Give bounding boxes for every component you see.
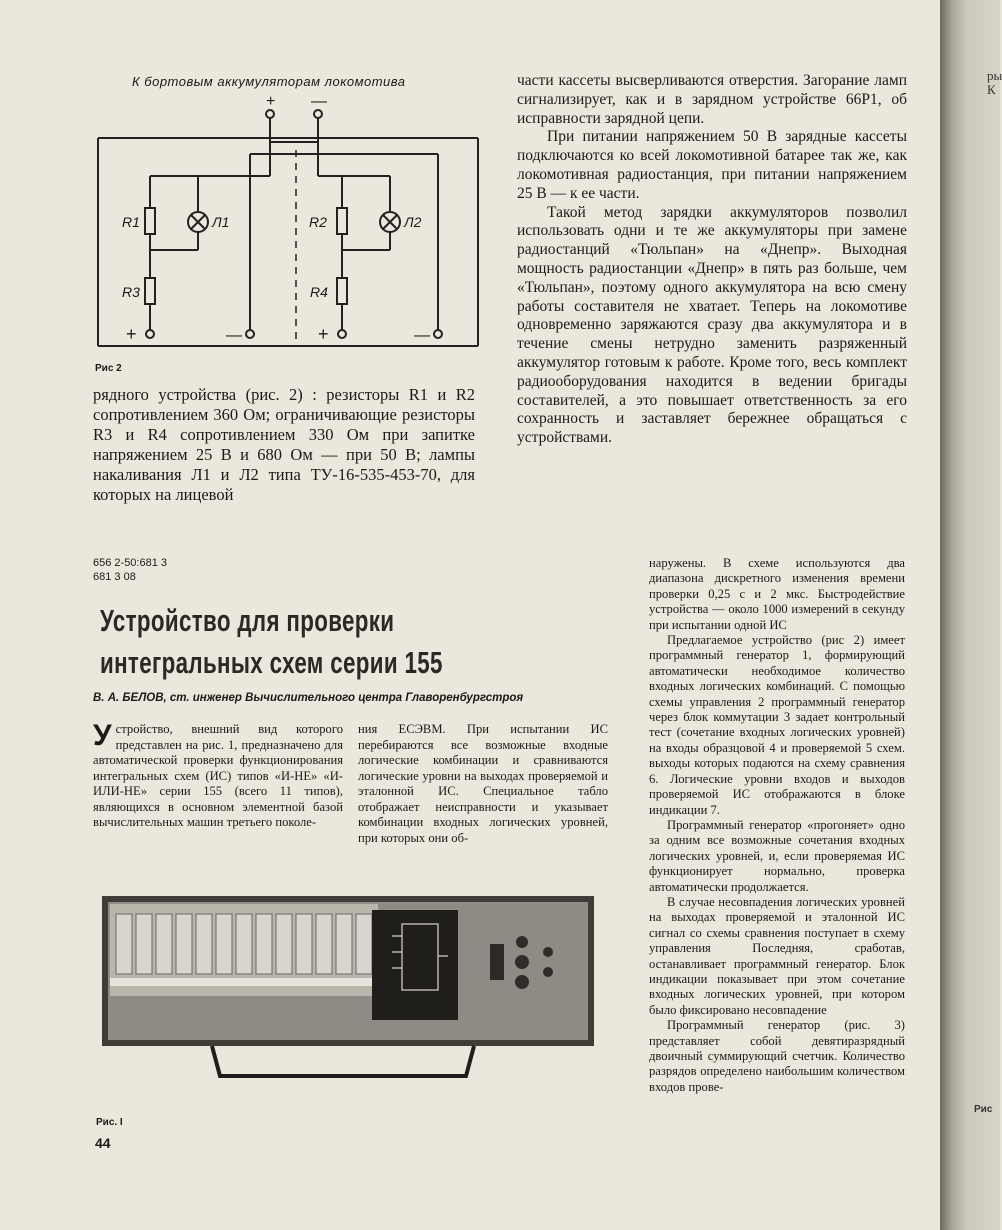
supply-minus-label: — bbox=[311, 93, 327, 110]
article-column-3-paragraph-4: В случае несовпадения логических уровней на выходах проверяемой и эталонной ИС сигнал со схемы сравнения поступает в схему управления Последняя, сработав, останавливает программный генератор. Блок индикации показывает при этом сочетание входных логических уровней, при котором было фиксировано несовпадение bbox=[649, 894, 905, 1017]
figure-1-caption: Рис. I bbox=[96, 1117, 123, 1128]
top-left-column bbox=[93, 385, 475, 505]
drop-cap: У bbox=[93, 719, 112, 752]
adjacent-caption: Рис bbox=[974, 1104, 993, 1115]
terminal-4-label: — bbox=[414, 327, 430, 344]
article-column-3-paragraph-1: наружены. В схеме используются два диапазона дискретного изменения времени проверки 0,25 с и 2 мкс. Быстродействие устройства — около 1000 измерений в секунду при испытании одной ИС bbox=[649, 556, 905, 632]
article-title bbox=[100, 600, 443, 684]
article-column-3-paragraph-2: Предлагаемое устройство (рис 2) имеет программный генератор 1, формирующий автоматически необходимое количество входных логических комбинаций. С помощью схемы управления 2 программный генератор через блок коммутации 3 задает контрольный тест (сочетание входных логических уровней) на входы образцовой 4 и проверяемой 5 схем. выходы которых подаются на схему сравнения 6. Логические уровни входов и выходов проверяемой ИС отображаются в блоке индикации 7. bbox=[649, 633, 905, 817]
terminal-3-label: + bbox=[318, 324, 329, 344]
l1-label: Л1 bbox=[212, 214, 230, 230]
adjacent-text-2: К bbox=[987, 82, 996, 97]
top-right-paragraph-2: При питании напряжением 50 В зарядные кассеты подключаются ко всей локомотивной батарее так же, как локомотивная радиостанция, при питании напряжением 25 В — к ее части. bbox=[517, 128, 907, 202]
r1-label: R1 bbox=[122, 214, 140, 230]
supply-plus-label: + bbox=[266, 93, 276, 110]
l2-label: Л2 bbox=[404, 214, 422, 230]
article-column-3-paragraph-3: Программный генератор «прогоняет» одно за одним все возможные сочетания входных логических уровней, и, если проверяемая ИС функционирует нормально, проверка автоматически продолжается. bbox=[649, 817, 905, 894]
terminal-1-label: + bbox=[126, 324, 137, 344]
article-column-1-text: стройство, внешний вид которого представлен на рис. 1, предназначено для автоматической проверки функционирования интегральных схем (ИС) типов «И-НЕ» «И-ИЛИ-НЕ» серии 155 (всего 11 типов), являющихся в основном элементной базой вычислительных машин третьего поколе- bbox=[93, 722, 343, 829]
article-column-3 bbox=[649, 556, 905, 1095]
udc-line-1: 656 2-50:681 3 bbox=[93, 557, 168, 569]
article-title-line-1: Устройство для проверки bbox=[100, 603, 395, 638]
device-photo bbox=[102, 896, 594, 1088]
article-title-line-2: интегральных схем серии 155 bbox=[100, 645, 443, 680]
article-column-3-paragraph-5: Программный генератор (рис. 3) представляет собой девятиразрядный двоичный суммирующий счетчик. Количество разрядов определено наибольшим количеством входов прове- bbox=[649, 1018, 905, 1094]
circuit-diagram bbox=[90, 90, 490, 355]
udc-line-2: 681 3 08 bbox=[93, 571, 136, 583]
article-column-2 bbox=[358, 722, 608, 846]
r2-label: R2 bbox=[309, 214, 327, 230]
top-left-paragraph: рядного устройства (рис. 2) : резисторы R1 и R2 сопротивлением 360 Ом; ограничивающие резисторы R3 и R4 сопротивлением 330 Ом при запитке напряжением 25 В и 680 Ом — при 50 В; лампы накаливания Л1 и Л2 типа ТУ-16-535-453-70, для которых на лицевой bbox=[93, 385, 475, 504]
circuit-title: К бортовым аккумуляторам локомотива bbox=[132, 74, 406, 89]
article-column-1 bbox=[93, 719, 343, 831]
adjacent-text-1: ры bbox=[987, 68, 1002, 83]
figure-2-caption: Рис 2 bbox=[95, 363, 122, 374]
udc-code bbox=[93, 556, 167, 584]
top-right-paragraph-1: части кассеты высверливаются отверстия. Загорание ламп сигнализирует, как и в зарядном устройстве 66Р1, об исправности зарядной цепи. bbox=[517, 72, 907, 127]
r3-label: R3 bbox=[122, 284, 140, 300]
top-right-paragraph-3: Такой метод зарядки аккумуляторов позволил использовать одни и те же аккумуляторы при замене радиостанций «Тюльпан» на «Днепр». Выходная мощность радиостанции «Днепр» в пять раз больше, чем «Тюльпан», поэтому одного аккумулятора на всю смену работы составителя не хватает. Теперь на локомотиве одновременно заряжаются сразу два аккумулятора и в течение смены нетрудно заменить разряженный аккумулятор готовым к работе. Кроме того, весь комплект радиооборудования находится в ведении бригады составителей, а это повышает ответственность за его сохранность и заставляет бережнее обращаться с устройствами. bbox=[517, 203, 907, 447]
article-column-2-text: ния ЕСЭВМ. При испытании ИС перебираются все возможные входные логические комбинации и сравниваются логические уровни на выходах проверяемой и эталонной ИС. Специальное табло отображает неисправности и указывает комбинации входных логических уровней, при которых они об- bbox=[358, 722, 608, 845]
adjacent-page-edge bbox=[940, 0, 1000, 1230]
terminal-2-label: — bbox=[226, 327, 242, 344]
page-number: 44 bbox=[95, 1135, 111, 1151]
r4-label: R4 bbox=[310, 284, 328, 300]
top-right-column bbox=[517, 72, 907, 448]
article-byline: В. А. БЕЛОВ, ст. инженер Вычислительного центра Главоренбургстроя bbox=[93, 692, 524, 704]
